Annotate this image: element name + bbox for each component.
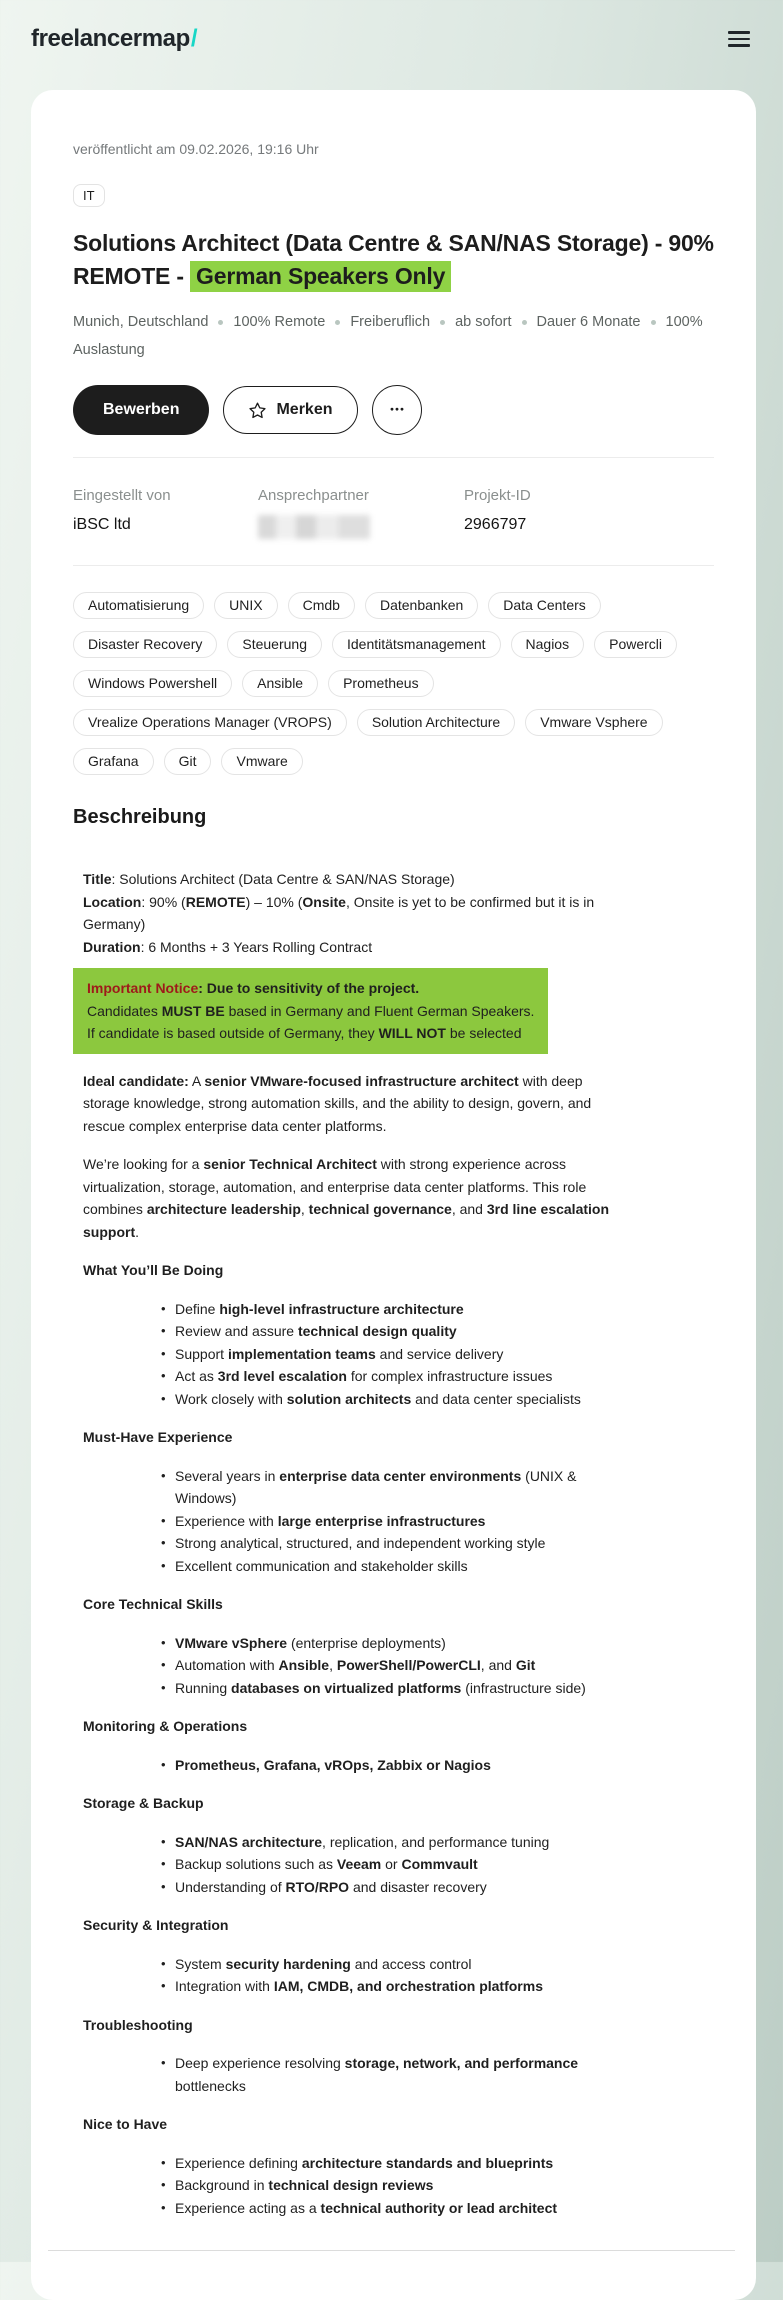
description-bullet: • Experience with large enterprise infrastructures [175,1510,628,1533]
info-column [464,487,531,539]
skill-tag[interactable]: Git [164,748,212,775]
logo-text: freelancermap [31,25,190,52]
description-section-heading: What You’ll Be Doing [83,1262,224,1278]
job-attribute: 100% Auslastung [73,314,703,358]
dot-separator [651,320,656,325]
description-bullet: • Running databases on virtualized platforms (infrastructure side) [175,1677,628,1700]
description-section-heading: Nice to Have [83,2116,168,2132]
skill-tag[interactable]: UNIX [214,592,277,619]
skill-tag[interactable]: Ansible [242,670,318,697]
description-section-heading: Storage & Backup [83,1795,204,1811]
description-bullet: • Automation with Ansible, PowerShell/PowerCLI, and Git [175,1654,628,1677]
description-section-heading: Must-Have Experience [83,1429,233,1445]
job-title [73,227,714,293]
info-value: 2966797 [464,516,527,533]
description-bullet: • Experience acting as a technical authority or lead architect [175,2197,628,2220]
description-intro-lines: Title: Solutions Architect (Data Centre & SAN/NAS Storage) Location: 90% (REMOTE) – 10% (Onsite, Onsite is yet to be confirmed but it is in Germany) Duration: 6 Months + 3 Years Rolling Contract [83,871,595,955]
freelancermap-logo[interactable] [31,25,197,53]
description-bullet: • Excellent communication and stakeholder skills [175,1555,628,1578]
skill-tag[interactable]: Solution Architecture [357,709,515,736]
description-bullet: • Support implementation teams and service delivery [175,1343,628,1366]
description-section-heading: Core Technical Skills [83,1596,223,1612]
info-label: Eingestellt von [73,487,171,504]
description-section-heading: Security & Integration [83,1917,229,1933]
description-bullet: • Prometheus, Grafana, vROps, Zabbix or Nagios [175,1754,628,1777]
description-bullet-list [83,2152,628,2220]
card-bottom-divider [48,2250,735,2251]
project-info-row [73,487,714,565]
description-bullet: • Define high-level infrastructure architecture [175,1298,628,1321]
job-title-highlight: German Speakers Only [190,261,451,292]
description-bullet: • Experience defining architecture standards and blueprints [175,2152,628,2175]
description-heading: Beschreibung [73,806,207,828]
action-buttons [73,385,714,435]
job-attribute: ab sofort [455,314,512,330]
description-bullet: • Backup solutions such as Veeam or Commvault [175,1853,628,1876]
save-button[interactable] [223,386,357,434]
save-button-label: Merken [276,401,333,418]
hamburger-menu-icon[interactable] [726,21,752,57]
description-bullet: • Act as 3rd level escalation for complex infrastructure issues [175,1365,628,1388]
description-bullet: • Strong analytical, structured, and independent working style [175,1532,628,1555]
top-nav [0,0,783,70]
description-bullet: • Understanding of RTO/RPO and disaster recovery [175,1876,628,1899]
description-section-heading: Monitoring & Operations [83,1718,248,1734]
description-bullet: • System security hardening and access control [175,1953,628,1976]
skill-tag[interactable]: Steuerung [227,631,322,658]
description-paragraph: Ideal candidate: A senior VMware-focused infrastructure architect with deep storage knowledge, strong automation skills, and the ability to design, govern, and rescue complex enterprise data center platforms. [83,1072,592,1134]
description-bullet: • Work closely with solution architects and data center specialists [175,1388,628,1411]
description-bullet-list [83,1754,628,1777]
job-attribute: Dauer 6 Monate [536,314,641,330]
published-date: veröffentlicht am 09.02.2026, 19:16 Uhr [73,141,319,157]
description-bullet-list [83,1298,628,1411]
dot-separator [440,320,445,325]
redacted-contact-name [258,515,370,539]
description-bullet-list [83,1465,628,1578]
star-icon [248,401,267,420]
skill-tag[interactable]: Vmware [221,748,302,775]
dot-separator [218,320,223,325]
description-section-heading: Troubleshooting [83,2016,193,2033]
description-bullet: • Background in technical design reviews [175,2174,628,2197]
skill-tag[interactable]: Prometheus [328,670,433,697]
job-attribute: Freiberuflich [350,314,431,330]
description-bullet-list [83,2052,628,2097]
skill-tag[interactable]: Automatisierung [73,592,204,619]
description-bullet: • Deep experience resolving storage, network, and performance bottlenecks [175,2052,628,2097]
skill-tag[interactable]: Cmdb [288,592,355,619]
description-bullet-list [83,1831,628,1899]
job-title-text: Solutions Architect (Data Centre & SAN/NAS Storage) - 90% REMOTE - [73,230,714,289]
apply-button[interactable]: Bewerben [73,385,209,435]
skill-tag[interactable]: Powercli [594,631,677,658]
skill-tag[interactable]: Vrealize Operations Manager (VROPS) [73,709,347,736]
job-posting-card [31,90,756,2300]
description-bullet: • Several years in enterprise data center environments (UNIX & Windows) [175,1465,628,1510]
description-bullet: • Review and assure technical design quality [175,1320,628,1343]
skill-tag[interactable]: Nagios [511,631,585,658]
skill-tag[interactable]: Grafana [73,748,154,775]
info-column [73,487,258,539]
description-bullet-list [83,1632,628,1700]
description-bullet: • Integration with IAM, CMDB, and orchestration platforms [175,1975,628,1998]
job-attribute: Munich, Deutschland [73,314,209,330]
skill-tag[interactable]: Data Centers [488,592,600,619]
skill-tag[interactable]: Disaster Recovery [73,631,217,658]
important-notice-box: Important Notice: Due to sensitivity of the project. Candidates MUST BE based in Germany and Fluent German Speakers. If candidate is based outside of Germany, they WILL NOT be selected [73,968,548,1054]
more-options-button[interactable] [372,385,422,435]
category-badge: IT [73,184,105,207]
job-attribute: 100% Remote [233,314,326,330]
dot-separator [335,320,340,325]
skill-tag[interactable]: Datenbanken [365,592,478,619]
job-description [73,868,628,2219]
ellipsis-icon [387,400,407,420]
description-bullet-list [83,1953,628,1998]
skill-tag[interactable]: Identitätsmanagement [332,631,501,658]
logo-slash: / [190,25,198,52]
description-bullet: • SAN/NAS architecture, replication, and performance tuning [175,1831,628,1854]
description-bullet: • VMware vSphere (enterprise deployments) [175,1632,628,1655]
skill-tags [73,592,714,775]
dot-separator [522,320,527,325]
job-attributes [73,308,713,364]
divider [73,565,714,566]
skill-tag[interactable]: Vmware Vsphere [525,709,662,736]
info-label: Projekt-ID [464,487,531,504]
info-column [258,487,464,539]
description-paragraph: We’re looking for a senior Technical Architect with strong experience across virtualization, storage, automation, and enterprise data center platforms. This role combines architecture leadership, technical governance, and 3rd line escalation support. [83,1156,610,1240]
skill-tag[interactable]: Windows Powershell [73,670,232,697]
info-value: iBSC ltd [73,516,131,533]
info-label: Ansprechpartner [258,487,369,504]
divider [73,457,714,458]
